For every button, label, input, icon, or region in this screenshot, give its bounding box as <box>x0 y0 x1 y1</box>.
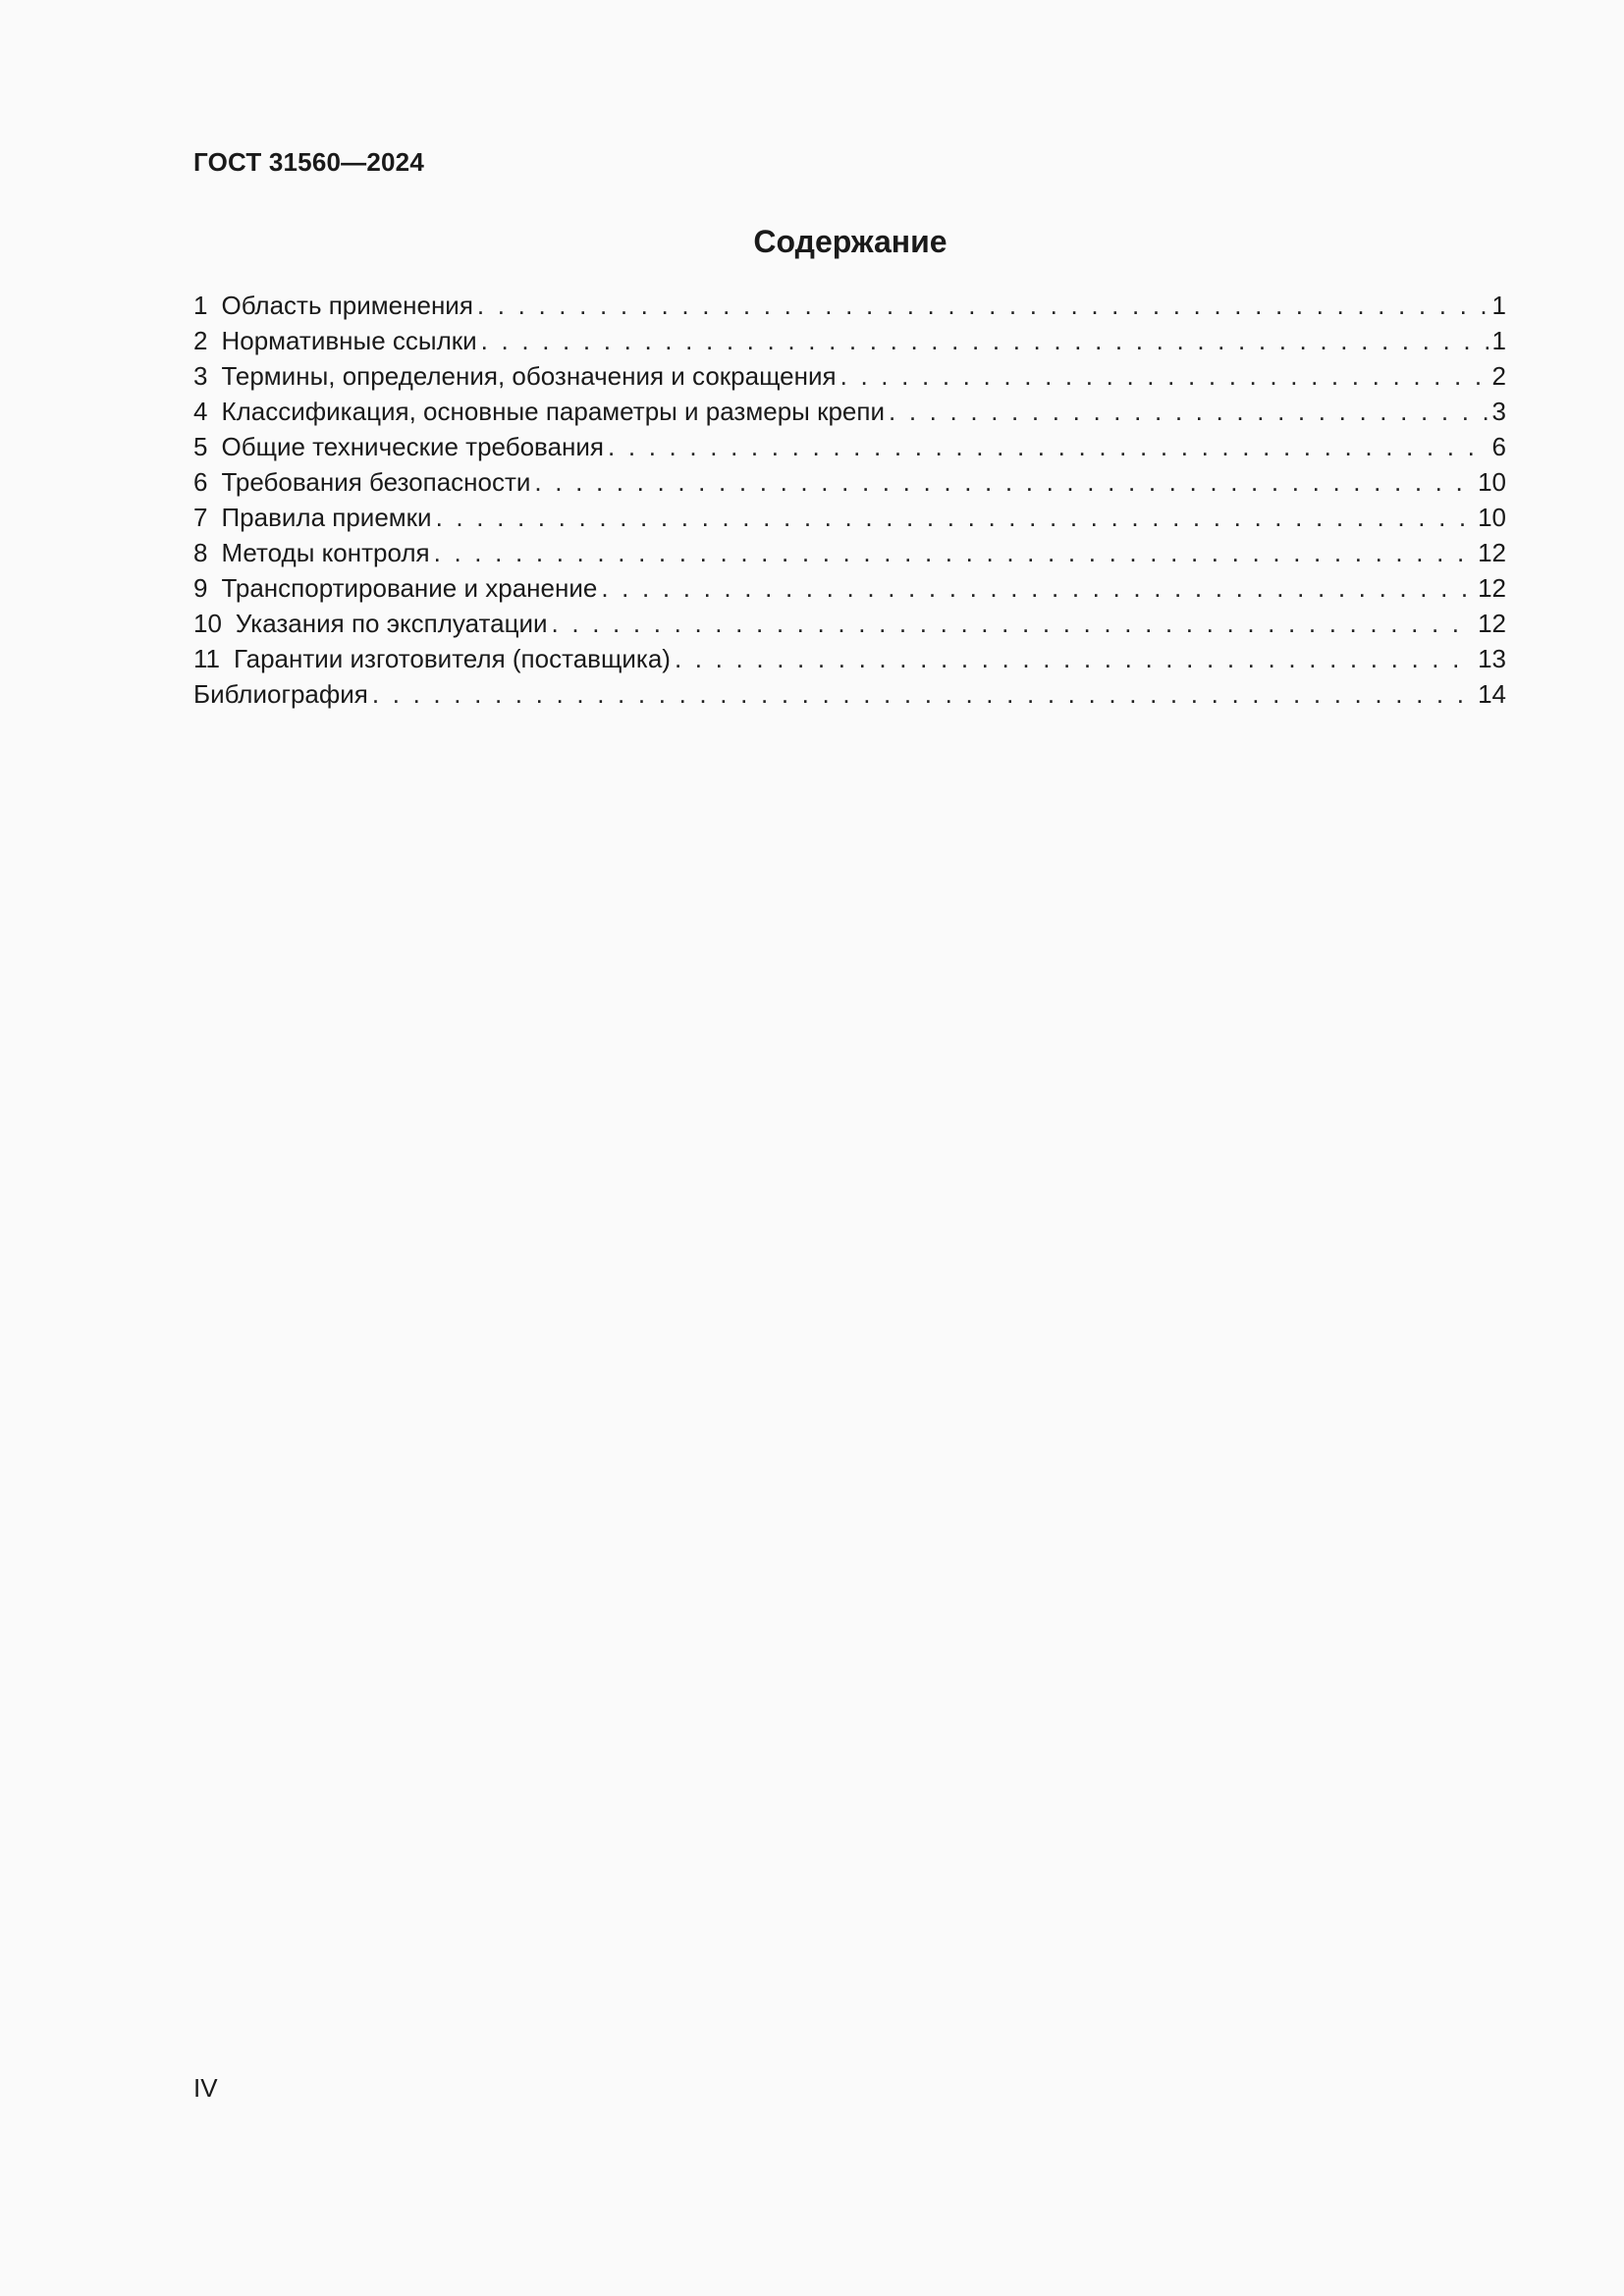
toc-entry-page: 3 <box>1491 397 1506 426</box>
toc-entry-title: Нормативные ссылки <box>221 326 477 355</box>
toc-leader-dots <box>889 394 1489 429</box>
toc-entry-page: 10 <box>1478 467 1506 497</box>
toc-entry-page: 1 <box>1491 326 1506 355</box>
toc-entry[interactable] <box>193 464 1506 500</box>
toc-entry-number: 1 <box>193 291 208 320</box>
toc-leader-dots <box>840 358 1489 394</box>
toc-entry[interactable] <box>193 500 1506 535</box>
toc-leader-dots <box>434 535 1474 570</box>
toc-entry-title: Указания по эксплуатации <box>235 609 548 638</box>
toc-leader-dots <box>481 323 1489 358</box>
toc-entry-title: Правила приемки <box>221 503 432 532</box>
toc-entry-page: 12 <box>1478 573 1506 603</box>
toc-leader-dots <box>552 606 1475 641</box>
toc-entry-number: 6 <box>193 467 208 497</box>
toc-entry-page: 10 <box>1478 503 1506 532</box>
toc-entry-title: Методы контроля <box>221 538 430 567</box>
toc-entry-number: 9 <box>193 573 208 603</box>
toc-entry-page: 1 <box>1491 291 1506 320</box>
toc-entry[interactable] <box>193 535 1506 570</box>
toc-entry-number: 3 <box>193 361 208 391</box>
toc-entry-number: 8 <box>193 538 208 567</box>
toc-entry-number: 4 <box>193 397 208 426</box>
toc-entry-title: Гарантии изготовителя (поставщика) <box>234 644 671 673</box>
toc-leader-dots <box>436 500 1475 535</box>
toc-entry[interactable] <box>193 641 1506 676</box>
toc-entry[interactable] <box>193 394 1506 429</box>
toc-entry-title: Требования безопасности <box>221 467 531 497</box>
toc-entry-number: 7 <box>193 503 208 532</box>
toc-entry[interactable] <box>193 606 1506 641</box>
toc-entry[interactable] <box>193 429 1506 464</box>
toc-entry-title: Общие технические требования <box>221 432 604 461</box>
toc-leader-dots <box>601 570 1474 606</box>
toc-entry[interactable] <box>193 676 1506 712</box>
toc-leader-dots <box>675 641 1474 676</box>
toc-entry-number: 5 <box>193 432 208 461</box>
table-of-contents <box>193 288 1506 712</box>
toc-entry-title: Классификация, основные параметры и размеры крепи <box>221 397 885 426</box>
toc-entry[interactable] <box>193 570 1506 606</box>
toc-leader-dots <box>608 429 1489 464</box>
toc-entry-title: Термины, определения, обозначения и сокращения <box>221 361 837 391</box>
toc-leader-dots <box>372 676 1474 712</box>
document-code: ГОСТ 31560—2024 <box>193 147 424 177</box>
toc-entry-number: 2 <box>193 326 208 355</box>
toc-entry-page: 13 <box>1478 644 1506 673</box>
page-number: IV <box>193 2073 218 2103</box>
toc-entry-number: 10 <box>193 609 222 638</box>
toc-entry-title: Транспортирование и хранение <box>221 573 598 603</box>
toc-entry-page: 2 <box>1491 361 1506 391</box>
toc-entry-page: 12 <box>1478 609 1506 638</box>
toc-entry-page: 12 <box>1478 538 1506 567</box>
toc-leader-dots <box>477 288 1489 323</box>
toc-entry-number: 11 <box>193 644 220 673</box>
toc-entry[interactable] <box>193 323 1506 358</box>
toc-entry-page: 6 <box>1491 432 1506 461</box>
toc-entry-title: Область применения <box>221 291 473 320</box>
toc-entry[interactable] <box>193 358 1506 394</box>
toc-entry-page: 14 <box>1478 679 1506 709</box>
toc-leader-dots <box>534 464 1474 500</box>
toc-entry[interactable] <box>193 288 1506 323</box>
toc-entry-title: Библиография <box>193 679 368 709</box>
toc-title: Содержание <box>753 224 947 259</box>
